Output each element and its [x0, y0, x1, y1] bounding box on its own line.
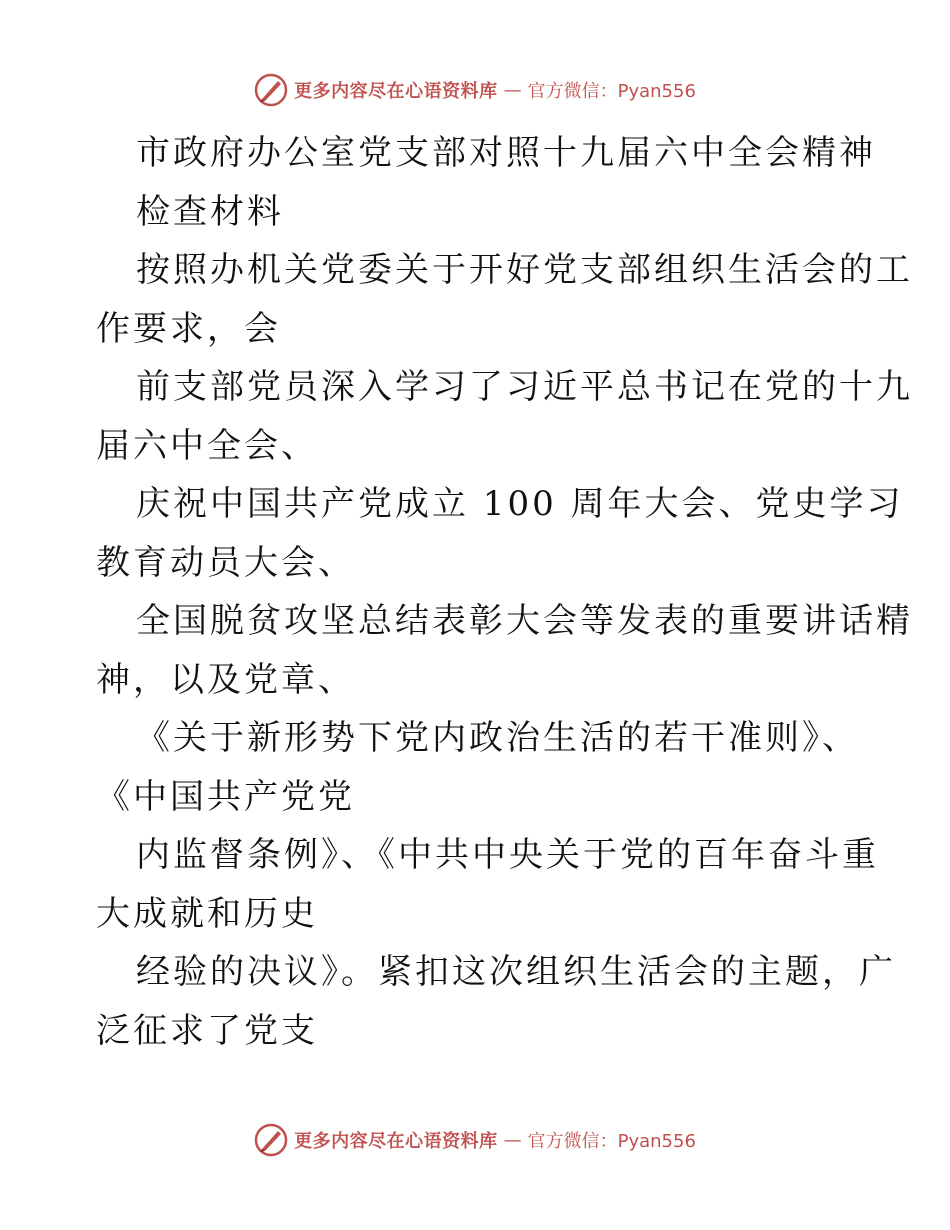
text-line: 教育动员大会、 [96, 542, 355, 583]
banner-dash: — [503, 1129, 522, 1151]
document-body [96, 124, 913, 1060]
text-line: 神，以及党章、 [96, 659, 355, 700]
banner-wechat-text: 官方微信：Pyan556 [527, 1131, 696, 1152]
footer-banner [0, 1120, 950, 1160]
header-banner [0, 70, 950, 110]
quill-pen-logo-icon [254, 1123, 288, 1157]
text-line: 《关于新形势下党内政治生活的若干准则》、 [136, 718, 859, 758]
text-line: 检查材料 [136, 191, 284, 232]
text-line: 《中国共产党党 [96, 776, 355, 817]
text-line: 大成就和历史 [96, 893, 318, 934]
text-line: 庆祝中国共产党成立 100 周年大会、党史学习 [136, 484, 904, 524]
text-line: 全国脱贫攻坚总结表彰大会等发表的重要讲话精 [136, 601, 913, 641]
text-line: 市政府办公室党支部对照十九届六中全会精神 [136, 133, 876, 173]
banner-site-text: 更多内容尽在心语资料库 [294, 1131, 498, 1152]
text-line: 按照办机关党委关于开好党支部组织生活会的工 [136, 250, 913, 290]
text-line: 作要求，会 [96, 308, 281, 349]
text-line: 前支部党员深入学习了习近平总书记在党的十九 [136, 367, 913, 407]
quill-pen-logo-icon [254, 73, 288, 107]
text-line: 泛征求了党支 [96, 1010, 318, 1051]
banner-wechat-text: 官方微信：Pyan556 [527, 81, 696, 102]
banner-site-text: 更多内容尽在心语资料库 [294, 81, 498, 102]
banner-dash: — [503, 79, 522, 101]
text-line: 届六中全会、 [96, 425, 318, 466]
text-line: 内监督条例》、《中共中央关于党的百年奋斗重 [136, 835, 879, 875]
text-line: 经验的决议》。紧扣这次组织生活会的主题，广 [136, 952, 896, 992]
